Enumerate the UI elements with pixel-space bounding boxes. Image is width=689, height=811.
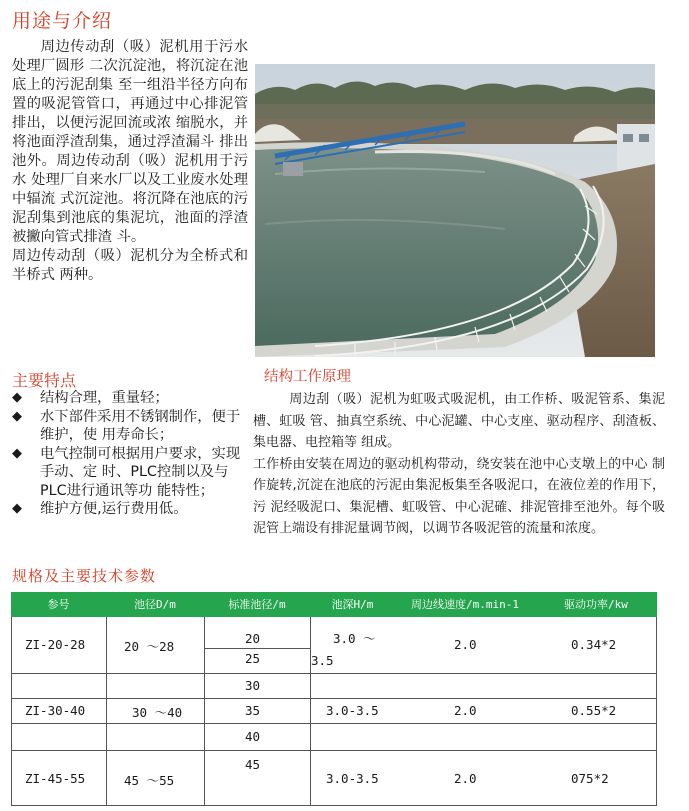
header-standard-diameter: 标准池径/m [228, 598, 286, 611]
table-divider [204, 648, 310, 649]
table-divider [11, 673, 657, 674]
cell-speed: 2.0 [454, 637, 477, 652]
cell-standard-diameter: 35 [245, 703, 261, 718]
table-divider [11, 750, 657, 751]
cell-diameter-range: 30 ～40 [132, 705, 183, 720]
table-divider [204, 617, 205, 806]
cell-model: ZI-30-40 [25, 703, 86, 718]
usage-description [12, 38, 248, 285]
usage-paragraph-2: 周边传动刮（吸）泥机分为全桥式和半桥式 两种。 [12, 248, 248, 283]
diamond-bullet-icon: ◆ [12, 408, 22, 424]
cell-standard-diameter: 25 [245, 651, 261, 666]
cell-diameter-range: 20 ～28 [124, 639, 175, 654]
table-divider [106, 617, 107, 806]
tank-illustration [255, 64, 655, 357]
cell-power: 0.55*2 [571, 703, 617, 718]
feature-item: ◆ 维护方便,运行费用低。 [12, 501, 188, 517]
table-border [11, 617, 12, 806]
cell-speed: 2.0 [454, 703, 477, 718]
structure-description [253, 389, 665, 540]
cell-depth: 3.0 ～ 3.5 [311, 631, 376, 668]
feature-item: ◆ 电气控制可根据用户要求，实现手动、定 时、PLC控制以及与PLC进行通讯等功 能特性； [12, 445, 241, 499]
structure-title: 结构工作原理 [264, 369, 351, 385]
structure-paragraph-2: 工作桥由安装在周边的驱动机构带动，绕安装在池中心支墩上的中心 制作旋转,沉淀在池底的污泥由集泥板集至各吸泥口，在液位差的作用下，污 泥经吸泥口、集泥槽、虹吸管、中心泥確、排泥管排至池外。每个吸泥管上端设有排泥量调节阀，以调节各吸泥管的流量和浓度。 [253, 456, 665, 536]
diamond-bullet-icon: ◆ [12, 390, 22, 405]
features-list [12, 389, 248, 519]
feature-item: ◆ 水下部件采用不锈钢制作，便于维护，使 用寿命长； [12, 408, 241, 443]
cell-depth: 3.0-3.5 [326, 703, 379, 718]
cell-model: ZI-20-28 [25, 637, 86, 652]
feature-item: ◆ 结构合理，重量轻； [12, 390, 169, 406]
cell-power: 075*2 [571, 771, 609, 786]
header-speed: 周边线速度/m.min-1 [411, 598, 519, 611]
spec-title: 规格及主要技术参数 [12, 567, 157, 585]
cell-standard-diameter: 45 [245, 757, 261, 772]
cell-standard-diameter: 20 [245, 631, 261, 646]
header-diameter: 池径D/m [134, 598, 176, 611]
cell-depth: 3.0-3.5 [326, 771, 379, 786]
spec-table [11, 592, 657, 806]
table-border [11, 805, 657, 806]
cell-standard-diameter: 30 [245, 678, 261, 693]
sedimentation-tank-photo [255, 64, 655, 357]
table-border [656, 617, 657, 806]
table-divider [11, 723, 657, 724]
cell-speed: 2.0 [454, 771, 477, 786]
usage-paragraph-1: 周边传动刮（吸）泥机用于污水处理厂圆形 二次沉淀池，将沉淀在池底上的污泥刮集 至一组沿半径方向布置的吸泥管管口，再通过中心排泥管排出，以便污泥回流或浓 缩脱水，并将池面浮渣刮集，通过浮渣漏斗 排出池外。周边传动刮（吸）泥机用于污水 处理厂自来水厂以及工业废水处理中辐流 式沉淀池。将沉降在池底的污泥刮集到池底的集泥坑，池面的浮渣被撇向管式排渣 斗。 [12, 39, 248, 245]
cell-diameter-range: 45 ～55 [124, 773, 175, 788]
usage-title: 用途与介绍 [12, 10, 113, 32]
cell-standard-diameter: 40 [245, 729, 261, 744]
features-title: 主要特点 [12, 371, 77, 390]
spec-table-header [11, 592, 657, 617]
diamond-bullet-icon: ◆ [12, 501, 22, 516]
diamond-bullet-icon: ◆ [12, 445, 22, 461]
header-depth: 池深H/m [331, 598, 374, 611]
cell-model: ZI-45-55 [25, 771, 86, 786]
table-divider [11, 698, 657, 699]
header-power: 驱动功率/kw [564, 598, 628, 611]
structure-paragraph-1: 周边刮（吸）泥机为虹吸式吸泥机，由工作桥、吸泥管系、集泥槽、虹吸 管、抽真空系统、中心泥罐、中心支座、驱动程序、刮渣板、集电器、电控箱等 组成。 [253, 392, 665, 450]
cell-power: 0.34*2 [571, 637, 617, 652]
header-model: 参号 [47, 598, 70, 611]
